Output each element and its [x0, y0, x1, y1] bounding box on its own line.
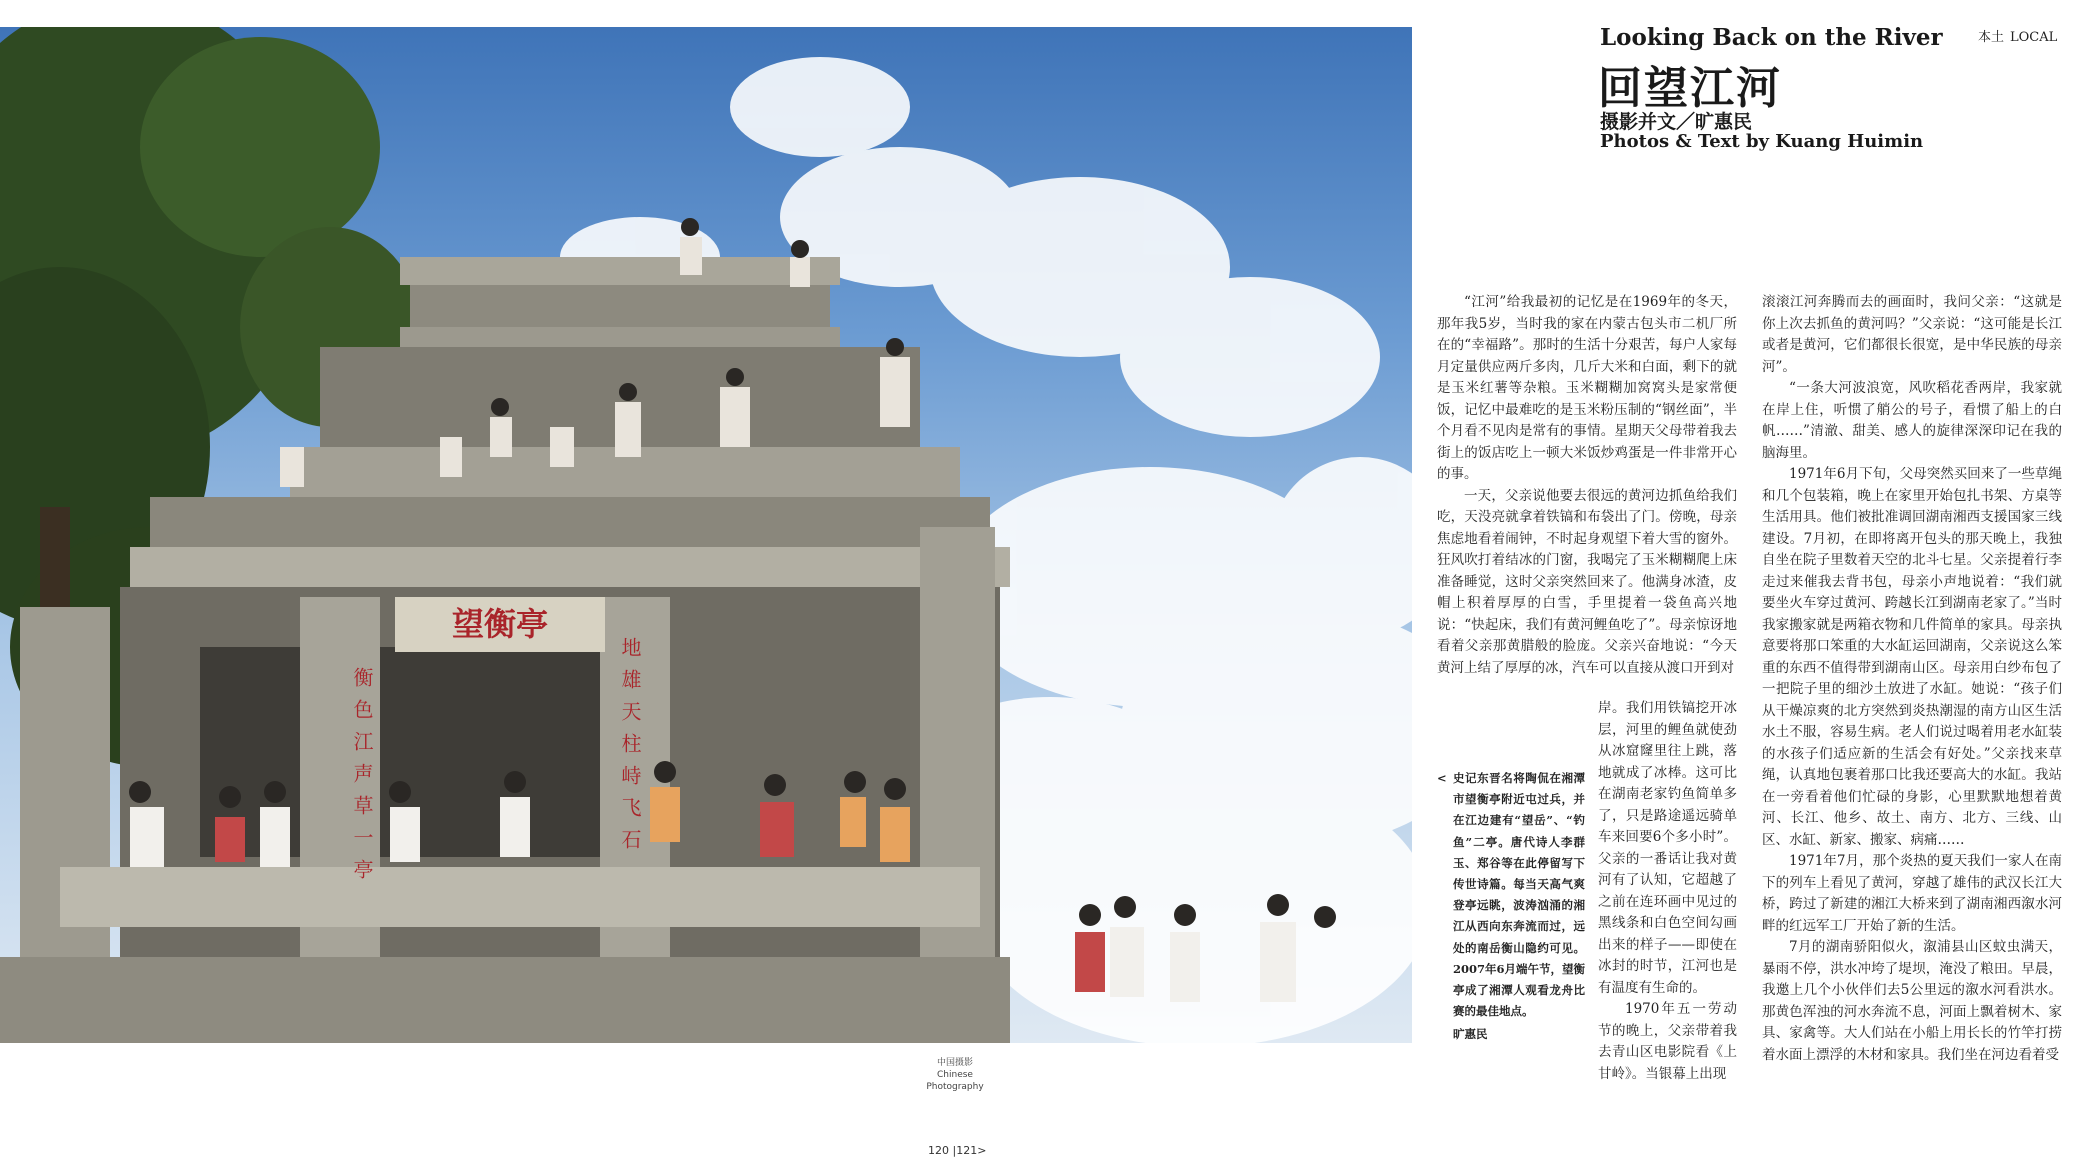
article-column-2 [1762, 292, 2062, 1066]
section-label-cn: 本土 [1978, 30, 2005, 45]
title-english: Looking Back on the River [1600, 24, 1943, 51]
caption-line-1: 中国摄影 [936, 1058, 973, 1068]
article-paragraph: “江河”给我最初的记忆是在1969年的冬天，那年我5岁，当时我的家在内蒙古包头市二机厂所在的“幸福路”。那时的生活十分艰苦，每户人家每月定量供应两斤多肉，几斤大米和白面，剩下的就是玉米红薯等杂粮。玉米糊糊加窝窝头是家常便饭，记忆中最难吃的是玉米粉压制的“钢丝面”，半个月看不见肉是常有的事情。星期天父母带着我去街上的饭店吃上一顿大米饭炒鸡蛋是一件非常开心的事。 [1437, 294, 1737, 482]
byline-english: Photos & Text by Kuang Huimin [1600, 131, 1924, 152]
side-note-text: 史记东晋名将陶侃在湘潭市望衡亭附近屯过兵，并在江边建有“望岳”、“钓鱼”二亭。唐代诗人李群玉、郑谷等在此停留写下传世诗篇。每当天高气爽登亭远眺，波涛汹涌的湘江从西向东奔流而过，远处的南岳衡山隐约可见。2007年6月端午节，望衡亭成了湘潭人观看龙舟比赛的最佳地点。 [1453, 771, 1586, 1019]
caption-line-3: Photography [926, 1082, 984, 1092]
pavilion-sign: 望衡亭 [451, 605, 549, 643]
caption-line-2: Chinese [937, 1070, 973, 1080]
photo-caption [920, 1057, 990, 1093]
photo-side-note [1437, 768, 1585, 1046]
article-paragraph: 1971年7月，那个炎热的夏天我们一家人在南下的列车上看见了黄河，穿越了雄伟的武汉长江大桥，跨过了新建的湘江大桥来到了湖南湘西溆水河畔的红远军工厂开始了新的生活。 [1762, 853, 2062, 934]
article-paragraph: 滚滚江河奔腾而去的画面时，我问父亲：“这就是你上次去抓鱼的黄河吗？”父亲说：“这可能是长江或者是黄河，它们都很长很宽，是中华民族的母亲河”。 [1762, 294, 2062, 375]
article-paragraph: 1970年五一劳动节的晚上，父亲带着我去青山区电影院看《上甘岭》。当银幕上出现 [1598, 1001, 1737, 1082]
byline-chinese: 摄影并文／旷惠民 [1600, 111, 1753, 133]
page-numbers: 120 |121> [928, 1144, 987, 1157]
article-paragraph: “一条大河波浪宽，风吹稻花香两岸，我家就在岸上住，听惯了艄公的号子，看惯了船上的白帆……”清澈、甜美、感人的旋律深深印记在我的脑海里。 [1762, 380, 2062, 461]
article-paragraph: 1971年6月下旬，父母突然买回来了一些草绳和几个包装箱，晚上在家里开始包扎书架、方桌等生活用具。他们被批准调回湖南湘西支援国家三线建设。7月初，在即将离开包头的那天晚上，我独自坐在院子里数着天空的北斗七星。父亲提着行李走过来催我去背书包，母亲小声地说着：“我们就要坐火车穿过黄河、跨越长江到湖南老家了。”当时我家搬家就是两箱衣物和几件简单的家具。母亲执意要将那口笨重的大水缸运回湖南，父亲说这么笨重的东西不值得带到湖南山区。母亲用白纱布包了一把院子里的细沙土放进了水缸。她说：“孩子们从干燥凉爽的北方突然到炎热潮湿的南方山区生活水土不服，容易生病。老人们说过喝着用老水缸装的水孩子们适应新的生活会有好处。”父亲找来草绳，认真地包裹着那口比我还要高大的水缸。我站在一旁看着他们忙碌的身影，心里默默地想着黄河、长江、他乡、故土、南方、北方、三线、山区、水缸、新家、搬家、病痛…… [1762, 466, 2062, 848]
side-note-arrow-icon: < [1437, 771, 1447, 785]
article-paragraph: 岸。我们用铁镐挖开冰层，河里的鲤鱼就使劲从冰窟窿里往上跳，落地就成了冰棒。这可比在湖南老家钓鱼简单多了，只是路途遥远骑单车来回要6个多小时”。父亲的一番话让我对黄河有了认知，它超越了之前在连环画中见过的黑线条和白色空间勾画出来的样子——即使在冰封的时节，江河也是有温度有生命的。 [1598, 700, 1737, 996]
article-paragraph: 7月的湖南骄阳似火，溆浦县山区蚊虫满天，暴雨不停，洪水冲垮了堤坝，淹没了粮田。早晨，我邀上几个小伙伴们去5公里远的溆水河看洪水。那黄色浑浊的河水奔流不息，河面上飘着树木、家具、家禽等。大人们站在小船上用长长的竹竿打捞着水面上漂浮的木材和家具。我们坐在河边看着受 [1762, 939, 2062, 1063]
pavilion-couplet-left: 衡色江声草一亭 [350, 667, 374, 891]
section-label-en: LOCAL [2010, 30, 2058, 45]
article-paragraph: 一天，父亲说他要去很远的黄河边抓鱼给我们吃，天没亮就拿着铁镐和布袋出了门。傍晚，母亲焦虑地看着闹钟，不时起身观望下着大雪的窗外。狂风吹打着结冰的门窗，我喝完了玉米糊糊爬上床准备睡觉，这时父亲突然回来了。他满身冰渣，皮帽上积着厚厚的白雪，手里提着一袋鱼高兴地说：“快起床，我们有黄河鲤鱼吃了”。母亲惊讶地看着父亲那黄腊般的脸庞。父亲兴奋地说：“今天黄河上结了厚厚的冰，汽车可以直接从渡口开到对 [1437, 487, 1737, 676]
pavilion-couplet-right: 地雄天柱峙飞石 [618, 637, 642, 861]
title-chinese: 回望江河 [1598, 63, 1782, 114]
article-column-1 [1437, 292, 1737, 679]
side-note-author: 旷惠民 [1453, 1027, 1488, 1042]
cover-photo [0, 27, 1412, 1043]
article-column-1-continued [1598, 698, 1737, 1085]
pavilion-illustration [0, 27, 1412, 1043]
section-label [1978, 26, 2063, 45]
